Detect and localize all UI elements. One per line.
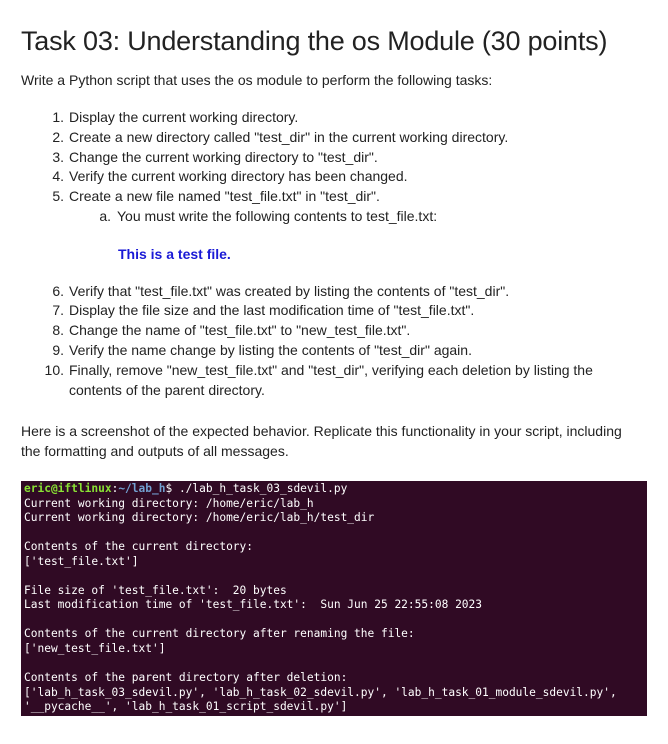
item-text: Verify that "test_file.txt" was created by listing the contents of "test_dir". [69,282,510,299]
list-item [21,301,641,321]
terminal-output-line: Contents of the current directory after renaming the file: [24,627,415,641]
item-number: 1. [52,109,64,125]
list-item [21,167,641,187]
item-number: 6. [52,282,64,299]
terminal-output-line [24,657,644,672]
terminal-output-line: ['lab_h_task_03_sdevil.py', 'lab_h_task_02_sdevil.py', 'lab_h_task_01_module_sdevil.py', [24,685,617,699]
terminal-output-line [24,613,644,628]
list-item [21,128,641,148]
item-number: 2. [52,128,64,145]
item-text: Display the file size and the last modification time of "test_file.txt". [69,302,475,319]
item-text: Display the current working directory. [69,109,299,125]
prompt-path: ~/lab_h [118,482,166,495]
terminal-output-line: ['test_file.txt'] [24,554,139,568]
list-item [21,282,641,302]
item-text: Create a new directory called "test_dir" in the current working directory. [69,128,509,145]
test-file-contents: This is a test file. [118,245,231,262]
terminal-prompt-line [24,482,644,497]
item-number: 9. [52,341,64,358]
item-text: Change the name of "test_file.txt" to "new_test_file.txt". [69,322,411,339]
sub-list-item [69,207,641,227]
item-number: 4. [52,168,64,185]
terminal-output-line: Last modification time of 'test_file.txt': Sun Jun 25 22:55:08 2023 [24,598,483,612]
item-number: 5. [52,188,64,205]
terminal-output-line: ['new_test_file.txt'] [24,642,166,656]
prompt-separator: : [111,482,119,495]
sub-item-letter: a. [99,207,111,224]
list-item [21,148,641,168]
terminal-output-line: Contents of the current directory: [24,540,254,554]
item-number: 3. [52,148,64,165]
item-text: Create a new file named "test_file.txt" in "test_dir". [69,188,380,205]
list-item [21,361,641,401]
page-title: Task 03: Understanding the os Module (30 points) [21,26,608,56]
terminal-output-line: File size of 'test_file.txt': 20 bytes [24,583,287,597]
terminal-output-line: '__pycache__', 'lab_h_task_01_script_sdevil.py'] [24,700,348,714]
list-item [21,187,641,207]
list-item [21,321,641,341]
task-list [21,108,641,400]
terminal-output-line: Current working directory: /home/eric/lab_h/test_dir [24,511,375,525]
prompt-command: $ ./lab_h_task_03_sdevil.py [165,482,348,495]
intro-text: Write a Python script that uses the os module to perform the following tasks: [21,72,493,88]
screenshot-note: Here is a screenshot of the expected behavior. Replicate this functionality in your script, including the formatting and outputs of all messages. [21,423,622,459]
item-number: 7. [52,302,64,319]
item-number: 10. [44,361,64,378]
item-number: 8. [52,322,64,339]
terminal-output-line: Current working directory: /home/eric/lab_h [24,496,314,510]
sub-item-text: You must write the following contents to test_file.txt: [117,207,438,224]
item-text: Verify the current working directory has been changed. [69,168,408,185]
list-item [21,108,641,128]
terminal-output-line [24,569,644,584]
terminal-output-line: Contents of the parent directory after deletion: [24,671,348,685]
terminal-screenshot [21,481,647,716]
prompt-user: eric@iftlinux [24,482,112,495]
item-text: Finally, remove "new_test_file.txt" and "test_dir", verifying each deletion by listing the contents of the parent directory. [69,361,593,398]
terminal-output-line [24,526,644,541]
item-text: Verify the name change by listing the contents of "test_dir" again. [69,341,472,358]
item-text: Change the current working directory to "test_dir". [69,148,378,165]
list-item [21,341,641,361]
